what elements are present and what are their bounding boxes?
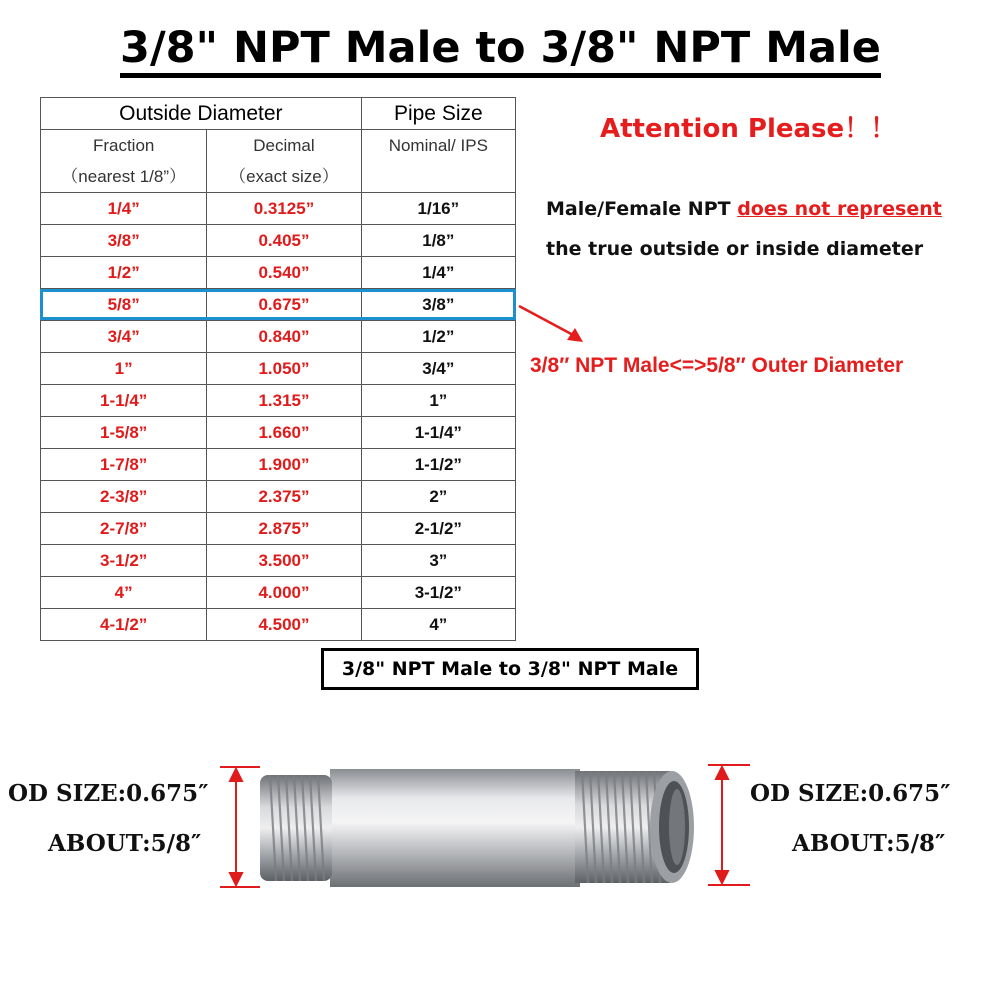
table-row [41,257,516,289]
cell-fraction: 4” [41,577,207,609]
cell-decimal: 1.315” [207,385,361,417]
left-about-label: ABOUT:5/8″ [48,830,202,857]
table-row [41,545,516,577]
highlight-row-box [40,289,516,320]
cell-fraction: 1-5/8” [41,417,207,449]
cell-decimal: 2.375” [207,481,361,513]
subheader-decimal-note: （exact size） [229,167,339,186]
subtitle-box: 3/8" NPT Male to 3/8" NPT Male [321,648,699,690]
cell-fraction: 1-7/8” [41,449,207,481]
table-row [41,513,516,545]
cell-nominal: 2” [361,481,515,513]
pipe-nipple-image [220,755,760,895]
cell-fraction: 4-1/2” [41,609,207,641]
cell-nominal: 3-1/2” [361,577,515,609]
cell-fraction: 3/8” [41,225,207,257]
table-row [41,481,516,513]
cell-decimal: 0.675” [207,289,361,321]
cell-nominal: 1/16” [361,193,515,225]
subheader-nominal [361,130,515,193]
cell-nominal: 2-1/2” [361,513,515,545]
cell-decimal: 3.500” [207,545,361,577]
left-dimension-marker [220,767,260,887]
cell-fraction: 3/4” [41,321,207,353]
cell-decimal: 1.050” [207,353,361,385]
note-line-1-prefix: Male/Female NPT [546,198,738,220]
cell-fraction: 1/4” [41,193,207,225]
cell-decimal: 1.660” [207,417,361,449]
cell-decimal: 0.3125” [207,193,361,225]
header-pipe-size: Pipe Size [361,98,515,130]
table-row [41,609,516,641]
attention-heading: Attention Please！！ [600,114,897,144]
cell-fraction: 1/2” [41,257,207,289]
table-row [41,577,516,609]
table-row [41,417,516,449]
cell-nominal: 1” [361,385,515,417]
note-line-1-underlined: does not represent [737,198,942,220]
red-arrow-icon [515,300,595,350]
header-outside-diameter: Outside Diameter [41,98,362,130]
pipe-size-table [40,97,516,641]
table-row [41,385,516,417]
table-row [41,449,516,481]
table-row [41,193,516,225]
cell-nominal: 3” [361,545,515,577]
cell-fraction: 2-3/8” [41,481,207,513]
cell-nominal: 1-1/4” [361,417,515,449]
right-dimension-marker [708,765,750,885]
table-row [41,353,516,385]
note-line-2: the true outside or inside diameter [546,238,924,260]
table-row [41,321,516,353]
cell-fraction: 1” [41,353,207,385]
cell-fraction: 2-7/8” [41,513,207,545]
note-line-1 [546,198,942,220]
left-od-size-label: OD SIZE:0.675″ [8,780,209,807]
cell-fraction: 3-1/2” [41,545,207,577]
cell-decimal: 4.500” [207,609,361,641]
subheader-nominal-label: Nominal/ IPS [388,136,488,155]
cell-decimal: 0.405” [207,225,361,257]
subheader-fraction [41,130,207,193]
cell-nominal: 4” [361,609,515,641]
table-body [41,193,516,641]
cell-nominal: 1-1/2” [361,449,515,481]
right-od-size-label: OD SIZE:0.675″ [750,780,951,807]
mapping-note: 3/8″ NPT Male<=>5/8″ Outer Diameter [530,354,904,377]
cell-decimal: 0.840” [207,321,361,353]
subheader-decimal-label: Decimal [253,136,315,155]
table-subheader-row [41,130,516,193]
cell-decimal: 2.875” [207,513,361,545]
cell-nominal: 1/8” [361,225,515,257]
subheader-fraction-note: （nearest 1/8”） [61,167,187,186]
cell-nominal: 1/2” [361,321,515,353]
cell-nominal: 3/8” [361,289,515,321]
page-title-text: 3/8" NPT Male to 3/8" NPT Male [120,23,881,78]
table-header-row [41,98,516,130]
cell-fraction: 5/8” [41,289,207,321]
page-title [0,18,1001,78]
right-about-label: ABOUT:5/8″ [792,830,946,857]
subheader-decimal [207,130,361,193]
cell-decimal: 4.000” [207,577,361,609]
cell-decimal: 1.900” [207,449,361,481]
cell-fraction: 1-1/4” [41,385,207,417]
cell-decimal: 0.540” [207,257,361,289]
cell-nominal: 1/4” [361,257,515,289]
cell-nominal: 3/4” [361,353,515,385]
subheader-fraction-label: Fraction [92,136,155,155]
table-row [41,225,516,257]
